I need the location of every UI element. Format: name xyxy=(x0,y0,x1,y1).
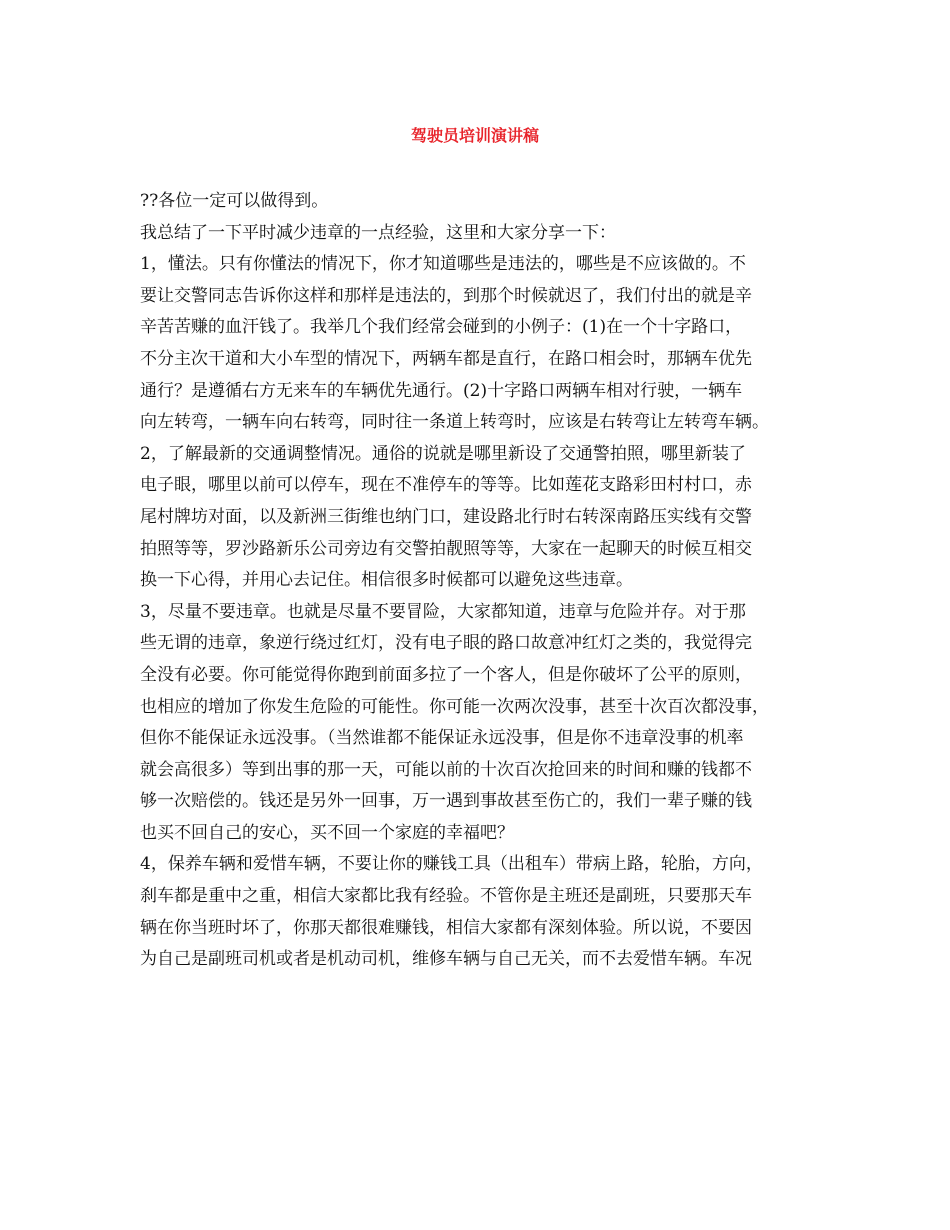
text-line: 辆在你当班时坏了，你那天都很难赚钱，相信大家都有深刻体验。所以说，不要因 xyxy=(140,917,752,938)
text-line: ??各位一定可以做得到。 xyxy=(140,191,329,211)
text-line: 4，保养车辆和爱惜车辆，不要让你的赚钱工具（出租车）带病上路，轮胎，方向， xyxy=(140,854,763,875)
text-line: 3，尽量不要违章。也就是尽量不要冒险，大家都知道，违章与危险并存。对于那 xyxy=(140,601,746,622)
text-line: 刹车都是重中之重，相信大家都比我有经验。不管你是主班还是副班，只要那天车 xyxy=(140,886,752,907)
text-line: 辛苦苦赚的血汗钱了。我举几个我们经常会碰到的小例子：(1)在一个十字路口， xyxy=(140,317,743,338)
text-line: 为自己是副班司机或者是机动司机，维修车辆与自己无关，而不去爱惜车辆。车况 xyxy=(140,949,752,970)
text-line: 电子眼，哪里以前可以停车，现在不准停车的等等。比如莲花支路彩田村村口，赤 xyxy=(140,475,752,496)
text-line: 1，懂法。只有你懂法的情况下，你才知道哪些是违法的，哪些是不应该做的。不 xyxy=(140,254,746,275)
text-line: 不分主次干道和大小车型的情况下，两辆车都是直行，在路口相会时，那辆车优先 xyxy=(140,348,752,369)
text-line: 全没有必要。你可能觉得你跑到前面多拉了一个客人，但是你破坏了公平的原则， xyxy=(140,664,752,685)
text-line: 够一次赔偿的。钱还是另外一回事，万一遇到事故甚至伤亡的，我们一辈子赚的钱 xyxy=(140,791,752,812)
text-line: 拍照等等，罗沙路新乐公司旁边有交警拍靓照等等，大家在一起聊天的时候互相交 xyxy=(140,538,752,559)
text-line: 要让交警同志告诉你这样和那样是违法的，到那个时候就迟了，我们付出的就是辛 xyxy=(140,285,752,306)
text-line: 也相应的增加了你发生危险的可能性。你可能一次两次没事，甚至十次百次都没事， xyxy=(140,696,769,717)
text-line: 但你不能保证永远没事。（当然谁都不能保证永远没事，但是你不违章没事的机率 xyxy=(140,728,744,749)
text-line: 就会高很多）等到出事的那一天，可能以前的十次百次抢回来的时间和赚的钱都不 xyxy=(140,759,752,780)
text-line: 尾村牌坊对面，以及新洲三街维也纳门口，建设路北行时右转深南路压实线有交警 xyxy=(140,506,752,527)
document-body xyxy=(140,186,815,976)
text-line: 也买不回自己的安心，买不回一个家庭的幸福吧？ xyxy=(140,822,514,843)
document-title: 驾驶员培训演讲稿 xyxy=(410,126,539,145)
text-line: 我总结了一下平时减少违章的一点经验，这里和大家分享一下： xyxy=(140,222,616,243)
text-line: 2，了解最新的交通调整情况。通俗的说就是哪里新设了交通警拍照，哪里新装了 xyxy=(140,443,746,464)
text-line: 些无谓的违章，象逆行绕过红灯，没有电子眼的路口故意冲红灯之类的，我觉得完 xyxy=(140,633,752,654)
text-line: 向左转弯，一辆车向右转弯，同时往一条道上转弯时，应该是右转弯让左转弯车辆。 xyxy=(140,412,769,433)
text-line: 换一下心得，并用心去记住。相信很多时候都可以避免这些违章。 xyxy=(140,570,633,591)
text-line: 通行？是遵循右方无来车的车辆优先通行。(2)十字路口两辆车相对行驶，一辆车 xyxy=(140,380,743,401)
